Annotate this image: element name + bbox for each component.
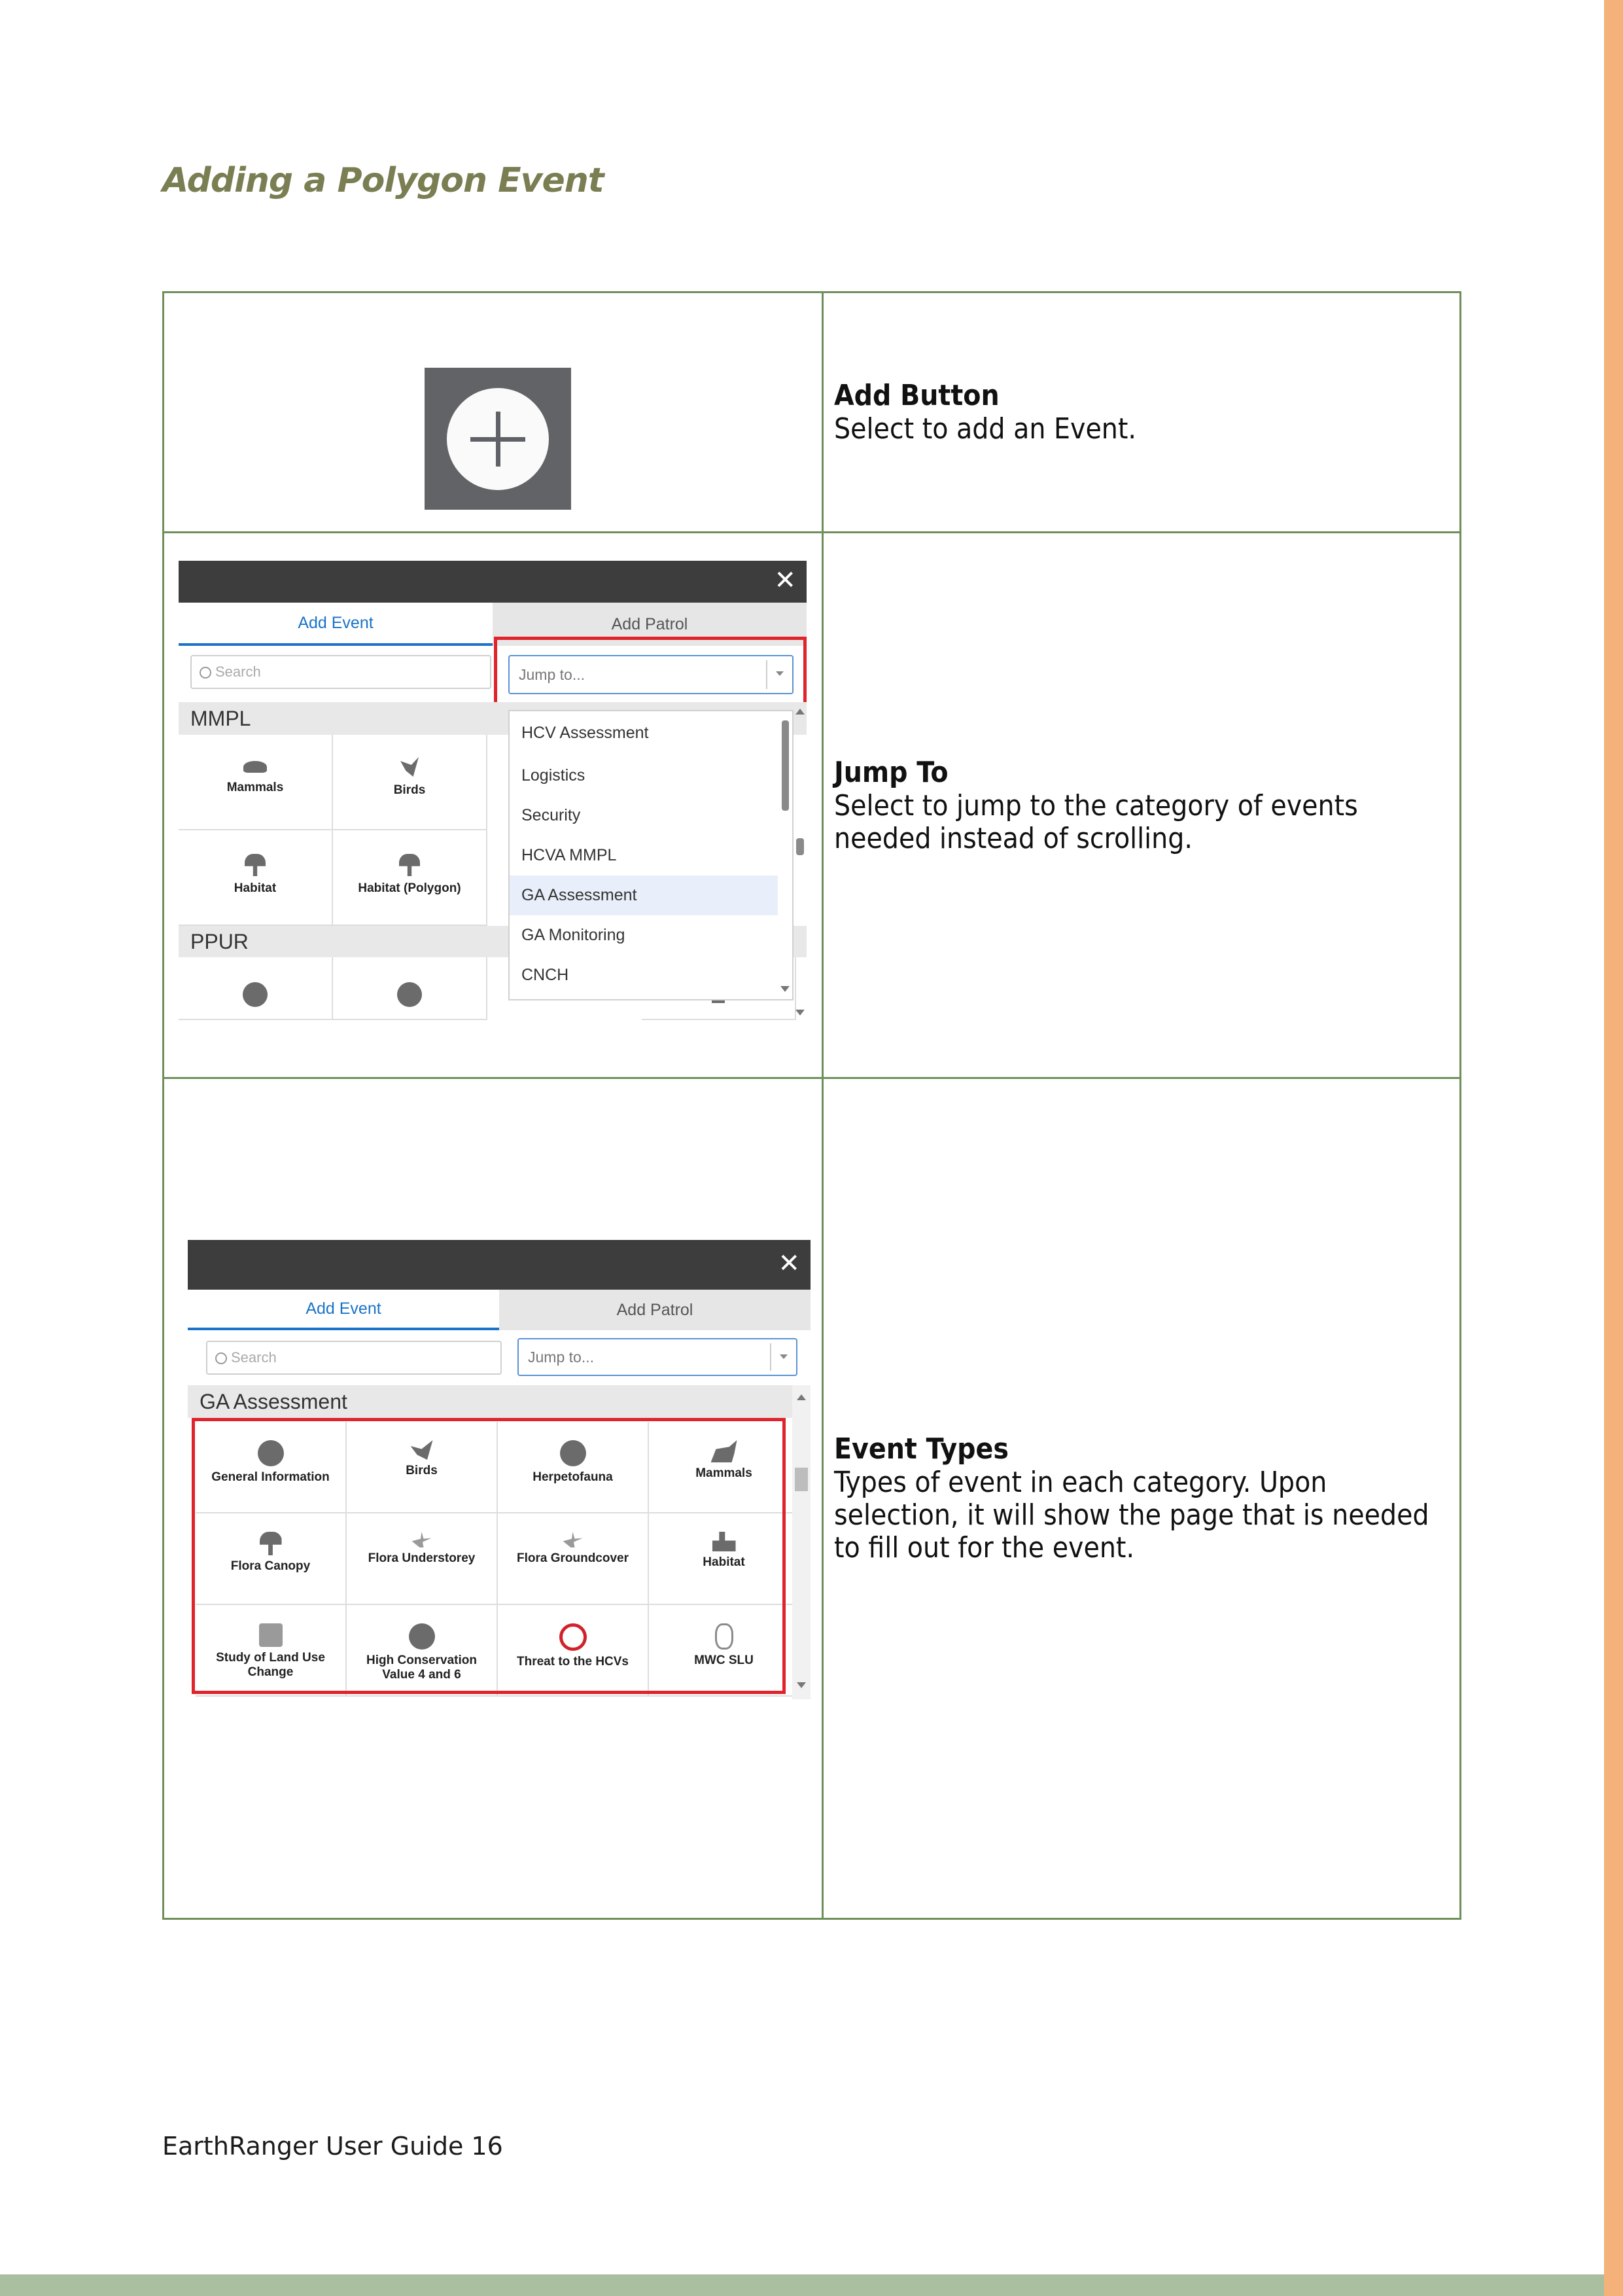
dropdown-scrollbar[interactable] — [782, 720, 789, 811]
right-accent-bar — [1604, 0, 1623, 2296]
jump-to-dropdown[interactable] — [508, 710, 794, 1000]
bottom-accent-bar — [0, 2274, 1604, 2296]
event-type-tile[interactable] — [333, 957, 487, 1020]
search-icon — [200, 667, 211, 679]
tab-add-patrol[interactable]: Add Patrol — [499, 1290, 811, 1330]
highlight-box — [192, 1418, 786, 1694]
close-icon[interactable]: ✕ — [774, 566, 796, 595]
event-type-label: Flora Canopy — [230, 1559, 311, 1573]
tab-add-patrol[interactable]: Add Patrol — [493, 603, 807, 646]
event-type-label: Threat to the HCVs — [516, 1655, 629, 1669]
close-icon[interactable]: ✕ — [778, 1249, 800, 1278]
event-type-tile[interactable]: Habitat (Polygon) — [333, 830, 487, 926]
category-header: MMPL — [179, 702, 807, 735]
row-title: Jump To — [834, 755, 949, 789]
event-type-label: General Information — [211, 1470, 330, 1484]
dropdown-option[interactable]: Logistics — [521, 766, 585, 785]
image-cell — [164, 1078, 823, 1919]
scroll-down-icon[interactable] — [795, 1010, 805, 1016]
add-event-panel-jump — [179, 561, 807, 1020]
guide-table — [162, 291, 1461, 1920]
panel-scrollbar[interactable] — [796, 838, 804, 855]
scroll-down-icon[interactable] — [780, 986, 790, 992]
row-description: Select to add an Event. — [834, 412, 1136, 446]
description-cell — [823, 292, 1461, 533]
circle-icon — [397, 982, 422, 1007]
panel-header — [188, 1240, 811, 1290]
circle-icon — [243, 982, 268, 1007]
event-type-tile[interactable] — [179, 957, 333, 1020]
event-type-tile[interactable]: Habitat — [179, 830, 333, 926]
dropdown-option[interactable]: HCVA MMPL — [521, 846, 617, 864]
tab-add-event[interactable]: Add Event — [179, 603, 493, 646]
description-cell — [823, 1078, 1461, 1919]
dropdown-option-highlighted[interactable]: GA Assessment — [510, 875, 778, 915]
dropdown-option[interactable]: GA Monitoring — [521, 926, 625, 944]
event-type-tile[interactable]: Mammals — [179, 735, 333, 830]
tree-icon — [399, 854, 420, 876]
event-type-label: Study of Land Use Change — [216, 1651, 325, 1679]
panel-scrollbar[interactable] — [795, 1468, 808, 1491]
bird-icon — [400, 757, 419, 777]
scroll-down-icon[interactable] — [797, 1682, 806, 1688]
dropdown-option[interactable]: CNCH — [521, 966, 569, 984]
event-type-label: Herpetofauna — [532, 1470, 613, 1484]
chevron-down-icon — [770, 1343, 796, 1371]
event-type-label: High Conservation Value 4 and 6 — [366, 1653, 477, 1682]
search-icon — [215, 1352, 227, 1364]
scroll-up-icon[interactable] — [797, 1394, 806, 1400]
jump-to-select[interactable]: Jump to... — [508, 655, 794, 694]
highlight-box — [494, 637, 807, 709]
image-cell — [164, 533, 823, 1078]
search-input[interactable]: Search — [190, 655, 491, 689]
jump-to-select[interactable]: Jump to... — [517, 1338, 797, 1376]
panel-header — [179, 561, 807, 603]
category-header: PPUR — [179, 926, 807, 957]
table-row — [164, 533, 1461, 1078]
dropdown-option[interactable]: Security — [521, 806, 581, 824]
mammal-icon — [243, 761, 267, 773]
event-type-label: Flora Understorey — [368, 1551, 476, 1565]
section-title: Adding a Polygon Event — [162, 161, 604, 200]
row-description: Select to jump to the category of events needed instead of scrolling. — [834, 788, 1358, 855]
search-input[interactable]: Search — [206, 1341, 502, 1375]
add-event-panel-types — [188, 1240, 811, 1699]
event-type-label: Birds — [406, 1464, 438, 1477]
event-type-tile[interactable]: Birds — [333, 735, 487, 830]
category-header: GA Assessment — [188, 1385, 792, 1418]
dropdown-option[interactable]: HCV Assessment — [521, 724, 649, 742]
event-type-label: Flora Groundcover — [516, 1551, 629, 1565]
page-footer: EarthRanger User Guide 16 — [162, 2132, 503, 2161]
scroll-up-icon[interactable] — [795, 709, 805, 715]
row-title: Add Button — [834, 379, 1000, 412]
tree-icon — [245, 854, 266, 876]
tab-add-event[interactable]: Add Event — [188, 1290, 499, 1330]
table-row — [164, 1078, 1461, 1919]
event-type-label: MWC SLU — [694, 1653, 754, 1667]
table-row — [164, 292, 1461, 533]
panel-scroll-track[interactable] — [792, 1385, 811, 1699]
row-description: Types of event in each category. Upon selection, it will show the page that is needed to fill out for the event. — [834, 1466, 1429, 1564]
row-title: Event Types — [834, 1432, 1009, 1466]
plus-icon — [447, 388, 549, 490]
add-button[interactable] — [425, 368, 571, 510]
event-type-label: Mammals — [695, 1466, 752, 1480]
image-cell — [164, 292, 823, 533]
event-type-label: Habitat — [703, 1555, 745, 1569]
description-cell — [823, 533, 1461, 1078]
